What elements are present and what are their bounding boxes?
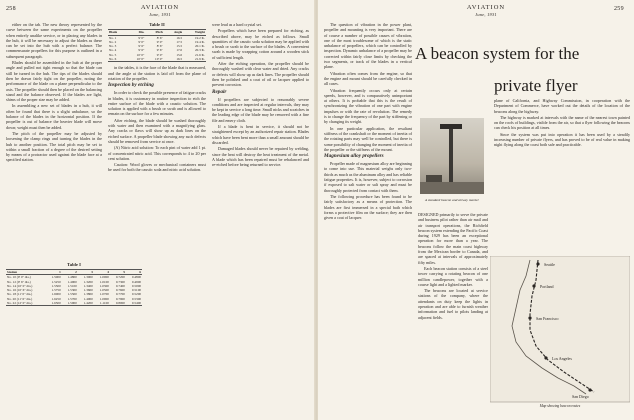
table-1-header-cell: 2 [75, 270, 77, 274]
table-cell: 1.3600 [83, 288, 93, 293]
table-cell: 9' 6" [138, 48, 145, 53]
table-cell: 1.0500 [99, 288, 109, 293]
left-col3-paragraph: After the etching operation, the propeller should be thoroughly washed with clear water and dried. Any cracks or defects will show up as dark lines. The propeller should then be polished and a coat of oil or lacquer applied to prevent corrosion. [212, 61, 309, 88]
section-heading-inspection: Inspection by etching [108, 82, 154, 89]
beacon-marker [536, 262, 539, 265]
table-cell: 0.7700 [115, 292, 125, 297]
table-cell: No. 2 [109, 39, 117, 44]
left-col1-paragraph: In assembling a new set of blades in a hub, it will often be found that there is a slight unbalance, so the balance of the blades in the horizontal position. If the propeller is out of balance the heavier blade will move down; weight must then be added. [6, 103, 102, 130]
table-cell: 0.7600 [115, 288, 125, 293]
table-cell: No. 4 [109, 48, 117, 53]
table-cell: 1.1100 [99, 301, 109, 306]
table-cell: 0.5000 [131, 283, 141, 288]
beacon-marker [544, 356, 547, 359]
table-cell: 0.5400 [131, 301, 141, 306]
photo-caption: A standard beacon and airway marker [425, 198, 479, 202]
right-col2-paragraph: DESIGNED primarily to serve the private and business pilot rather than air mail and air transport operations, the Richfield beacon system extending the Pacific Coast during 1929 has been an exceptional operation for more than a year. The beacons follow the main coast highway from the Mexican border to Canada, and are spaced at intervals of approximately fifty miles. [418, 212, 488, 265]
table-cell: 0.5100 [131, 288, 141, 293]
left-col2-paragraph: After etching, the blade should be washed thoroughly with water and then examined with a magnifying glass. Any cracks or flaws will show up as dark lines on the etched surface. A propeller blade showing any such defects should be removed from service at once. [108, 117, 206, 144]
table-cell: 9' 6" [156, 48, 163, 53]
left-col2-paragraph: (A) Nitric acid solution: To each pint of water add 1 pt. of concentrated nitric acid. This corresponds to 4 to 20 per cent solution. [108, 145, 206, 161]
table-cell: 17.5 [176, 39, 183, 44]
table-cell: 1.4900 [67, 279, 77, 284]
table-cell: No. 5 [109, 52, 117, 57]
article-title-line-2: private flyer [494, 76, 578, 95]
table-cell: 1.5250 [51, 279, 61, 284]
right-col1-paragraph: Vibration often comes from the engine, so that the engine and mount should be carefully checked in all cases. [324, 70, 412, 87]
table-1-header-cell: 3 [91, 270, 93, 274]
map-place-label: Seattle [544, 262, 555, 267]
right-column-3 [494, 98, 630, 252]
left-col2-paragraph: in the tables, it is the face of the blade that is measured, and the angle at the station is laid off from the plane of rotation of the propeller. [108, 65, 206, 81]
table-cell: 16.5 [176, 35, 183, 40]
table-cell: 15.0 [176, 52, 183, 57]
left-col1-paragraph: Blades should be assembled in the hub at the proper angle and pulled not tight enough so that the blade can still be turned in the hub. The tips of the blades should then be drawn fairly tight on the propeller, noting the performance of the blade on a plane perpendicular to the axis. The propeller should then be placed on the balancing stand and the balance observed. If the blades are light, shims of the proper size may be added. [6, 60, 102, 103]
right-col1-paragraph: The following procedure has been found to be fairly satisfactory as a means of protection. The blades are first immersed in a special bath which forms a protective film on the surface; they are then given a coat of lacquer. [324, 193, 412, 221]
right-column-2 [418, 212, 488, 414]
section-heading-repair: Repair [212, 88, 227, 95]
table-cell: No. 6 [109, 57, 117, 62]
table-cell: No. 16 (10' 6" dia.) [7, 288, 33, 293]
left-col1-paragraph: either on the tab. The new theory represented by the curve between the same experiments on the propeller when entirely unalike service, or in placing any blades in the hub, it will be necessary to adjust the blades as these can be set into the hub with a perfect balance. The commensurate propellers for this purpose is outlined in a subsequent paragraph. [6, 22, 102, 59]
table-cell: 1.5500 [67, 292, 77, 297]
left-col3-paragraph: If a blade is bent in service, it should not be straightened except by an authorized repair station. Blades which have been bent more than a small amount should be discarded. [212, 124, 309, 145]
left-page-number: 258 [6, 6, 16, 12]
right-column-1 [324, 22, 412, 414]
table-cell: 0.7300 [115, 279, 125, 284]
table-1-header-cell: 1 [59, 270, 61, 274]
table-cell: 9' 0" [138, 35, 145, 40]
table-cell: 1.0300 [99, 283, 109, 288]
table-cell: 10' 0" [155, 57, 163, 62]
table-cell: 8' 6" [156, 35, 163, 40]
table-1-header-cell: 4 [107, 270, 109, 274]
right-col3-paragraph: Since the system was put into operation it has been used by a steadily increasing number of private flyers, and has proved to be of real value in making night flying along the coast both safe and practicable. [494, 131, 630, 148]
left-column-2 [108, 22, 206, 414]
table-cell: 1.0900 [99, 296, 109, 301]
table-cell: 9' 0" [138, 39, 145, 44]
map-place-label: Los Angeles [552, 356, 572, 361]
map-place-label: Portland [540, 284, 554, 289]
table-cell: 8' 6" [156, 44, 163, 49]
map-place-label: San Diego [572, 394, 589, 399]
table-cell: 19.4 lb. [195, 39, 205, 44]
right-col2-paragraph: The beacons are located at service stations of the company, where the attendants on duty keep the lights in operation and are able to furnish weather information and fuel to pilots landing at adjacent fields. [418, 288, 488, 320]
map-caption: Map showing beacon routes [539, 404, 581, 408]
left-col3-paragraph: Damaged blades should never be repaired by welding, since the heat will destroy the heat treatment of the metal. A blade which has been repaired must be rebalanced and re-etched before being returned to service. [212, 146, 309, 168]
right-col1-paragraph: Vibration frequently occurs only at certain speeds, however, and is comparatively unimportant at others. It is probable that this is the result of synchronizing the vibration of one part with engine impulses or with the rate of revolution. The remedy is to change the frequency of the part by stiffening or by changing its weight. [324, 87, 412, 125]
table-cell: 9' 6" [138, 44, 145, 49]
beacon-marker [532, 284, 535, 287]
left-col2-paragraph: In order to check the possible presence of fatigue cracks in blades, it is customary in routine inspection to etch the entire surface of the blade with a caustic solution. The solution is applied with a brush or swab and is allowed to remain on the surface for a few minutes. [108, 90, 206, 117]
beacon-tower-shape [449, 126, 453, 184]
table-2-header-cell: Dia. [138, 30, 145, 35]
table-cell: 1.5750 [51, 288, 61, 293]
table-cell: 1.5100 [67, 283, 77, 288]
left-col3-paragraph: were lead as a hard crystal set. [212, 22, 262, 27]
right-page-number: 259 [614, 6, 624, 12]
table-cell: 9' 0" [156, 52, 163, 57]
table-cell: 0.7200 [115, 275, 125, 280]
table-cell: 1.5500 [51, 283, 61, 288]
left-running-head [110, 4, 210, 18]
table-cell: No. 22 (12' 0" dia.) [7, 301, 33, 306]
left-col3-paragraph: If propellers are subjected to reasonably severe conditions and are inspected at regular intervals, they may be kept in service a long time. Small nicks and scratches in the leading edge of the blade may be removed with a fine file and emery cloth. [212, 96, 309, 123]
section-heading-magnesium: Magnesium alloy propellers [324, 153, 384, 160]
table-cell: 1.6500 [51, 301, 61, 306]
left-col1-paragraph: The pitch of the propeller may be adjusted by loosening the clamp rings and turning the blades in the hub to another position. The total pitch may be set to within a small fraction of a degree of the desired setting by means of a protractor used against the blade face at a specified station. [6, 130, 102, 163]
article-title-line-1: A beacon system for the [415, 44, 580, 63]
table-cell: 9' 0" [156, 39, 163, 44]
right-col2-paragraph: Each beacon station consists of a steel tower carrying a rotating beacon of one million candlepower, together with a course light and a lighted marker. [418, 265, 488, 287]
table-cell: No. 18 (11' 0" dia.) [7, 292, 33, 297]
table-2-header-cell: Blade [109, 30, 118, 35]
table-cell: 1.3800 [83, 292, 93, 297]
table-cell: No. 1 [109, 35, 117, 40]
table-cell: 10' 0" [136, 57, 145, 62]
left-col3-paragraph: Propellers which have been prepared for etching, as described above, may be etched as follows. Small quantities of the caustic soda solution may be applied with a brush or swab to the surface of the blades. A convenient swab is made by wrapping cotton around a wooden stick of sufficient length. [212, 28, 309, 60]
table-row [108, 57, 206, 62]
right-running-head-title: AVIATION [466, 4, 506, 11]
table-cell: 1.5300 [67, 288, 77, 293]
table-cell: No. 14 (10' 0" dia.) [7, 283, 33, 288]
table-cell: 21.6 lb. [195, 52, 205, 57]
table-cell: 0.8000 [115, 301, 125, 306]
map-frame [490, 256, 630, 402]
table-cell: 15.5 [176, 44, 183, 49]
table-cell: 0.4800 [131, 275, 141, 280]
table-cell: 16.5 [176, 57, 183, 62]
table-cell: 1.0700 [99, 292, 109, 297]
table-cell: No. 10 (9' 0" dia.) [7, 275, 31, 280]
left-column-3 [212, 22, 309, 414]
table-cell: 0.7400 [115, 283, 125, 288]
table-1-header-cell: 6 [139, 270, 141, 274]
table-cell: 1.4200 [83, 301, 93, 306]
left-page [0, 0, 315, 420]
table-cell: 1.3400 [83, 283, 93, 288]
table-2-caption: Table II [149, 22, 165, 27]
left-col2-paragraph: Caution: Wood gloves or mechanical containers must be used for both the caustic soda and nitric acid solution. [108, 162, 206, 173]
table-cell: 1.0100 [99, 279, 109, 284]
table-cell: 1.6000 [51, 292, 61, 297]
table-cell: 20.3 lb. [195, 48, 205, 53]
table-2-header-cell: Weight [194, 30, 205, 35]
table-cell: 1.3200 [83, 279, 93, 284]
table-cell: 1.4800 [67, 275, 77, 280]
table-2-header-cell: Angle [173, 30, 183, 35]
table-cell: 1.0000 [99, 275, 109, 280]
table-cell: 0.4900 [131, 279, 141, 284]
table-cell: 1.3000 [83, 275, 93, 280]
table-cell: No. 3 [109, 44, 117, 49]
right-col3-paragraph: plane of California, and Highway Commission, in cooperation with the Department of Commerce, have worked out the details of the location of the beacons along the highway. [494, 98, 630, 114]
table-cell: 1.4000 [83, 296, 93, 301]
right-col1-paragraph: The question of vibration in the power plant, propeller and mounting is very important. There are of course a number of possible causes of vibration, one of the most troublesome of which is the static unbalance of propellers, which can be controlled by inspection. Dynamic unbalance of a propeller may be corrected within fairly close limits by checking the two segments, or track of the blades in a vertical plane. [324, 22, 412, 70]
beacon-route-map [490, 256, 630, 408]
beacon-photo [420, 118, 484, 194]
table-1-caption: Table I [67, 262, 81, 267]
beacon-marker [588, 388, 591, 391]
right-running-head [436, 4, 536, 18]
table-1-header-cell: Station [7, 270, 18, 274]
table-cell: 1.5000 [51, 275, 61, 280]
table-cell: 17.0 [176, 48, 183, 53]
table-cell: 0.7900 [115, 296, 125, 301]
table-cell: 0.5300 [131, 296, 141, 301]
right-running-head-date: June, 1931 [475, 12, 497, 17]
table-cell: No. 12 (9' 6" dia.) [7, 279, 31, 284]
left-running-head-date: June, 1931 [149, 12, 171, 17]
table-cell: 0.5200 [131, 292, 141, 297]
table-cell: 1.5900 [67, 301, 77, 306]
table-cell: 10' 0" [136, 52, 145, 57]
beacon-light-shape [440, 124, 462, 129]
table-cell: 19.2 lb. [195, 35, 205, 40]
map-place-label: San Francisco [536, 316, 559, 321]
right-col3-paragraph: The highway is marked at intervals with the name of the nearest town painted on the roofs of buildings, visible from the air, so that a flyer following the beacons can check his position at all times. [494, 114, 630, 131]
table-1-header-cell: 5 [123, 270, 125, 274]
right-col1-paragraph: In one particular application, the resultant stiffness of the crankshaft or the moment of inertia of the rotating parts may well be controlled, but there is some possibility of changing the moment of inertia of the propeller or the stiffness of the mount. [324, 125, 412, 152]
beacon-ground-shape [420, 182, 484, 194]
table-cell: No. 20 (11' 6" dia.) [7, 296, 33, 301]
right-col1-paragraph: Propeller made of magnesium alloy are beginning to come into use. This material weighs only two-thirds as much as the aluminum alloy and has reliable fatigue properties. It is, however, subject to corrosion if exposed to salt water or salt spray and must be thoroughly protected from contact with them. [324, 161, 412, 193]
table-cell: 1.6250 [51, 296, 61, 301]
table-2-header-cell: Pitch [155, 30, 163, 35]
table-2-grid [108, 29, 206, 62]
table-cell: 20.1 lb. [195, 44, 205, 49]
left-running-head-title: AVIATION [140, 4, 180, 11]
beacon-marker [528, 316, 531, 319]
left-column-1 [6, 22, 102, 258]
table-cell: 21.9 lb. [195, 57, 205, 62]
table-cell: 1.5700 [67, 296, 77, 301]
